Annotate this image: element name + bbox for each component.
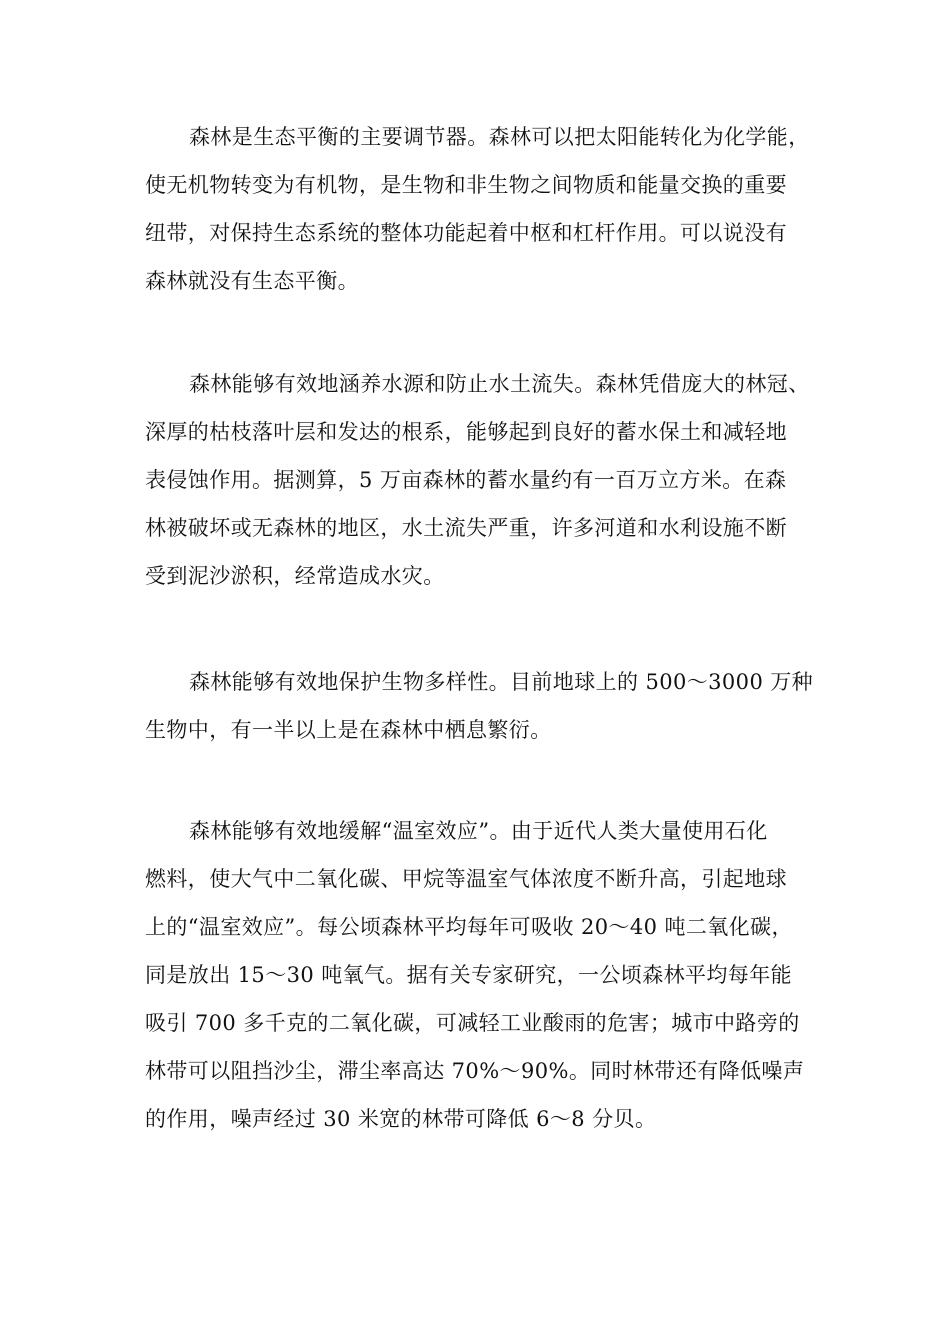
paragraph-water-conservation (145, 360, 825, 600)
text-line: 林带可以阻挡沙尘，滞尘率高达 70%～90%。同时林带还有降低噪声 (145, 1059, 805, 1083)
text-line: 森林能够有效地保护生物多样性。目前地球上的 500～3000 万种 (189, 670, 814, 694)
text-line: 森林能够有效地缓解“温室效应”。由于近代人类大量使用石化 (189, 819, 768, 843)
text-line: 受到泥沙淤积，经常造成水灾。 (145, 564, 445, 588)
text-line: 上的“温室效应”。每公顷森林平均每年可吸收 20～40 吨二氧化碳， (145, 915, 793, 939)
paragraph-greenhouse-effect (145, 807, 825, 1143)
text-line: 生物中，有一半以上是在森林中栖息繁衍。 (145, 718, 552, 742)
paragraph-biodiversity (145, 658, 825, 754)
text-line: 纽带，对保持生态系统的整体功能起着中枢和杠杆作用。可以说没有 (145, 221, 787, 245)
text-line: 深厚的枯枝落叶层和发达的根系，能够起到良好的蓄水保土和减轻地 (145, 420, 787, 444)
text-line: 林被破坏或无森林的地区，水土流失严重，许多河道和水利设施不断 (145, 516, 787, 540)
text-line: 的作用，噪声经过 30 米宽的林带可降低 6～8 分贝。 (145, 1107, 657, 1131)
paragraph-ecological-balance (145, 113, 825, 305)
text-line: 同是放出 15～30 吨氧气。据有关专家研究，一公顷森林平均每年能 (145, 963, 792, 987)
text-line: 表侵蚀作用。据测算，5 万亩森林的蓄水量约有一百万立方米。在森 (145, 468, 787, 492)
text-line: 森林就没有生态平衡。 (145, 269, 359, 293)
text-line: 吸引 700 多千克的二氧化碳，可减轻工业酸雨的危害；城市中路旁的 (145, 1011, 800, 1035)
text-line: 燃料，使大气中二氧化碳、甲烷等温室气体浓度不断升高，引起地球 (145, 867, 787, 891)
text-line: 森林是生态平衡的主要调节器。森林可以把太阳能转化为化学能， (189, 125, 810, 149)
text-line: 森林能够有效地涵养水源和防止水土流失。森林凭借庞大的林冠、 (189, 372, 810, 396)
text-line: 使无机物转变为有机物，是生物和非生物之间物质和能量交换的重要 (145, 173, 787, 197)
